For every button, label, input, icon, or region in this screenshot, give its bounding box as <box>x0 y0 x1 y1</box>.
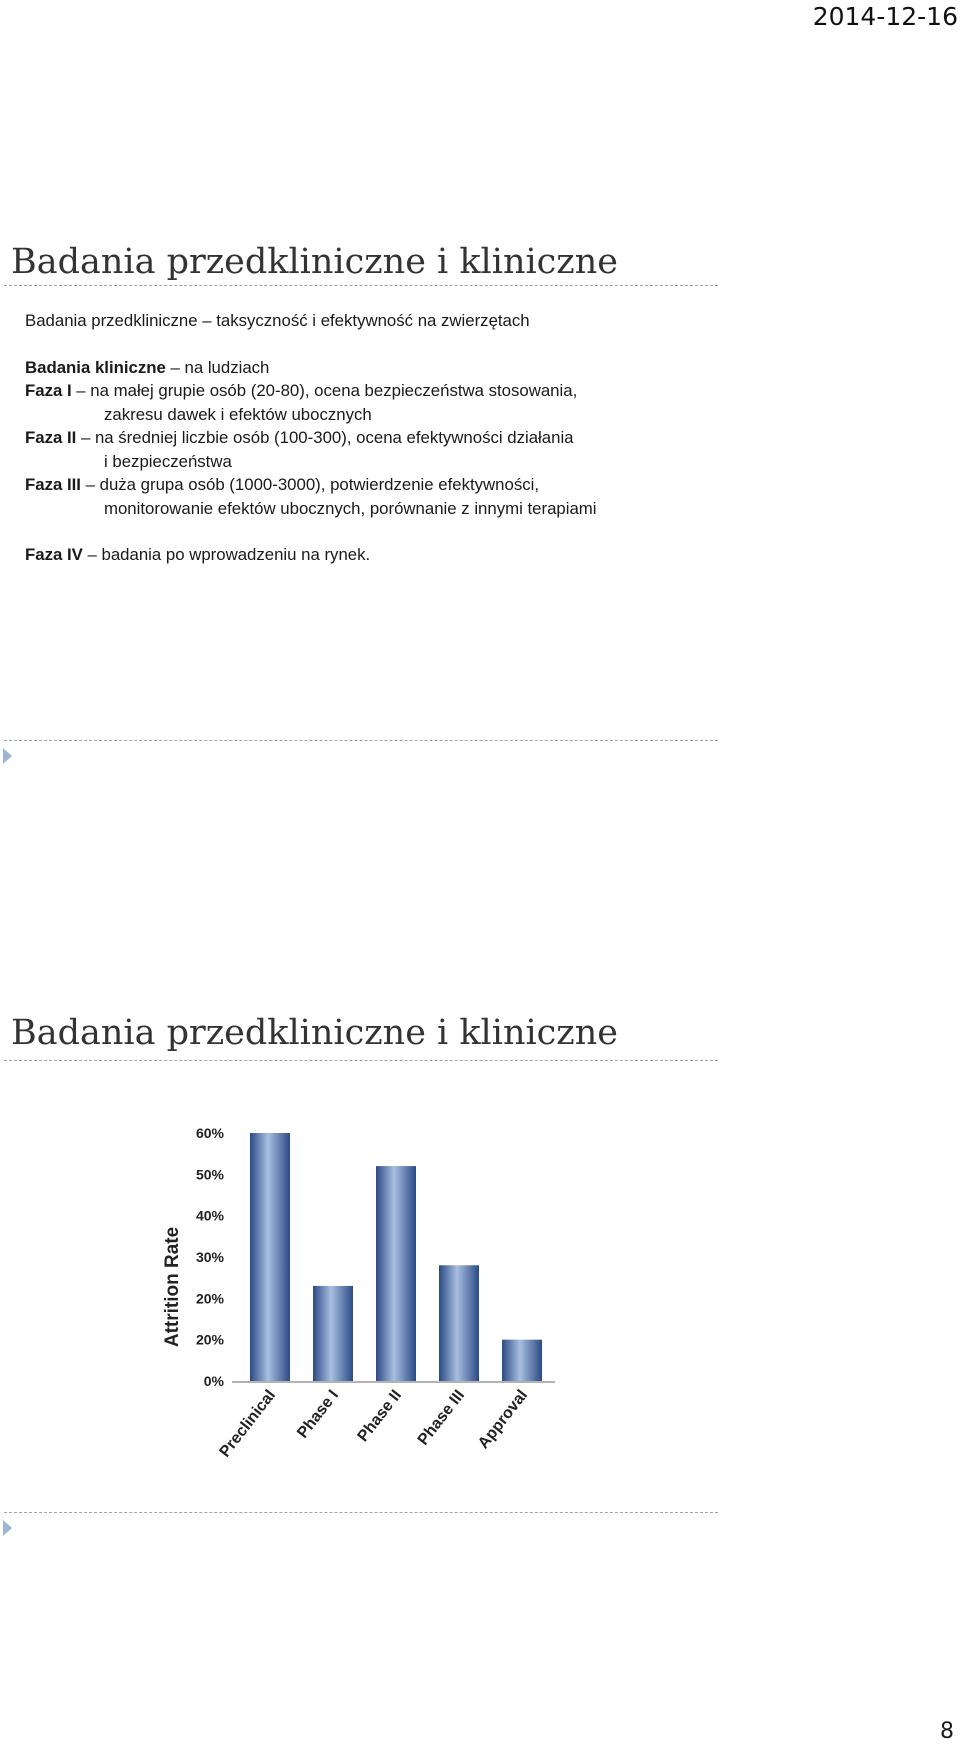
clinical-line <box>25 356 705 380</box>
slide1-title: Badania przedkliniczne i kliniczne <box>11 242 618 282</box>
slide1-arrow-icon <box>3 748 12 764</box>
clinical-label: Badania kliniczne <box>25 357 166 377</box>
chart-category-label: Preclinical <box>216 1386 280 1461</box>
chart-category-label: Phase I <box>294 1386 343 1442</box>
chart-y-tick-label: 50% <box>195 1166 224 1183</box>
phase3-text: – duża grupa osób (1000-3000), potwierdzenie efektywności, <box>80 475 540 494</box>
preclinical-line: Badania przedkliniczne – taksyczność i efektywność na zwierzętach <box>25 311 530 330</box>
chart-bar-phase-i <box>313 1286 353 1381</box>
chart-category-label: Phase II <box>354 1386 406 1446</box>
phase3-line <box>25 473 705 497</box>
phase2-text: – na średniej liczbie osób (100-300), ocena efektywności działania <box>76 428 574 447</box>
slide2-bottom-rule <box>4 1512 718 1513</box>
phase3-continuation: monitorowanie efektów ubocznych, porównanie z innymi terapiami <box>104 498 597 518</box>
chart-y-tick-label: 20% <box>195 1331 224 1348</box>
slide1-bottom-rule <box>4 740 718 741</box>
phase2-label: Faza II <box>25 428 77 447</box>
phase1-continuation: zakresu dawek i efektów ubocznych <box>104 404 372 424</box>
phase1-text: – na małej grupie osób (20-80), ocena bezpieczeństwa stosowania, <box>71 381 578 400</box>
phase2-continuation: i bezpieczeństwa <box>104 451 232 471</box>
attrition-chart <box>150 1105 570 1485</box>
slide1-title-rule <box>4 285 718 286</box>
clinical-text: – na ludziach <box>165 357 270 377</box>
chart-bar-phase-iii <box>439 1265 479 1381</box>
slide2-title: Badania przedkliniczne i kliniczne <box>11 1013 618 1053</box>
chart-bar-approval <box>502 1340 542 1381</box>
slide2-title-rule <box>4 1060 718 1061</box>
chart-category-label: Approval <box>475 1386 532 1453</box>
phase1-line <box>25 379 705 403</box>
phase1-label: Faza I <box>25 381 72 400</box>
chart-y-tick-label: 0% <box>203 1373 224 1389</box>
chart-y-tick-label: 60% <box>195 1125 224 1141</box>
chart-y-tick-label: 30% <box>195 1249 224 1265</box>
page-number: 8 <box>940 1719 954 1744</box>
phase4-text: – badania po wprowadzeniu na rynek. <box>82 545 371 564</box>
chart-bar-phase-ii <box>376 1166 416 1381</box>
phase2-line <box>25 426 705 450</box>
slide1-body <box>25 309 705 567</box>
chart-bar-preclinical <box>250 1133 290 1381</box>
chart-y-axis-label: Attrition Rate <box>162 1226 183 1348</box>
chart-y-tick-label: 20% <box>195 1290 224 1307</box>
chart-category-label: Phase III <box>414 1386 469 1449</box>
slide2-arrow-icon <box>3 1520 12 1536</box>
phase3-label: Faza III <box>25 475 81 494</box>
header-date: 2014-12-16 <box>812 2 958 31</box>
phase4-label: Faza IV <box>25 545 83 564</box>
chart-y-tick-label: 40% <box>195 1207 224 1224</box>
phase4-line <box>25 543 705 567</box>
